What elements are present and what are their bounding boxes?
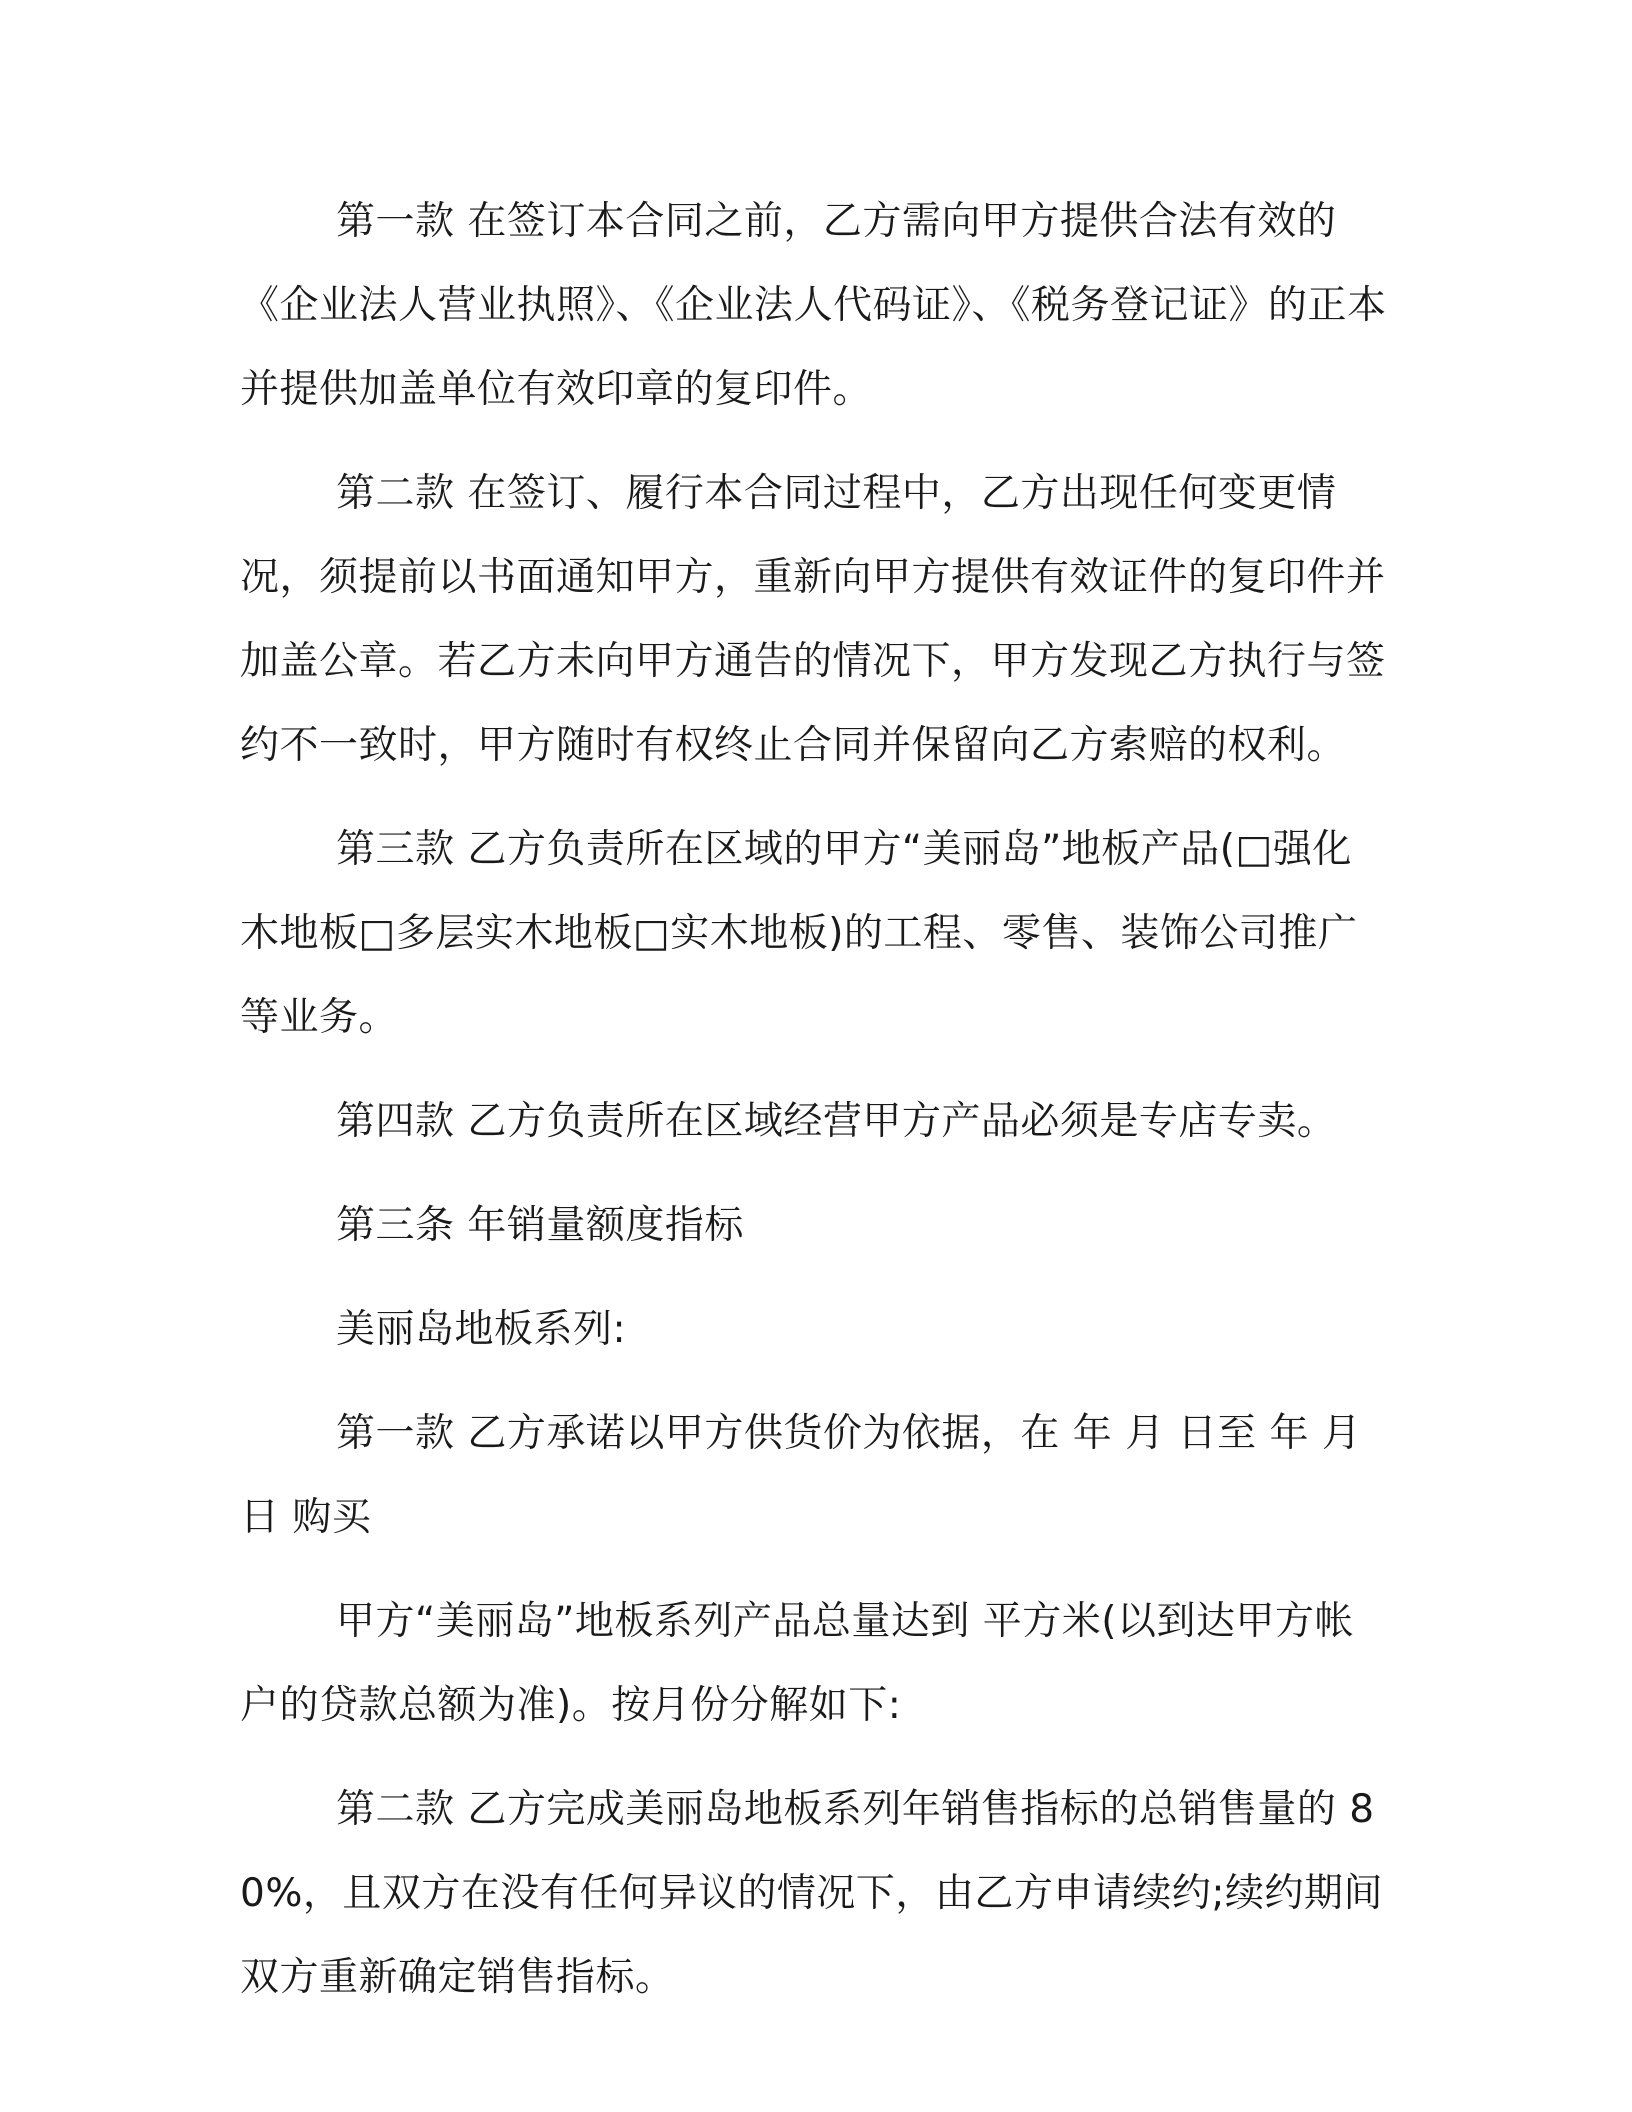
clause-paragraph: 第一款 乙方承诺以甲方供货价为依据，在 年 月 日至 年 月 日 购买 — [240, 1411, 1375, 1540]
document-body — [240, 180, 1390, 2040]
clause-paragraph: 第二款 在签订、履行本合同过程中，乙方出现任何变更情况，须提前以书面通知甲方，重新向甲方提供有效证件的复印件并加盖公章。若乙方未向甲方通告的情况下，甲方发现乙方执行与签约不一致时，甲方随时有权终止合同并保留向乙方索赔的权利。 — [240, 471, 1386, 768]
clause-paragraph: 第三款 乙方负责所在区域的甲方“美丽岛”地板产品(□强化木地板□多层实木地板□实木地板)的工程、零售、装饰公司推广等业务。 — [240, 827, 1358, 1040]
clause-paragraph: 第一款 在签订本合同之前，乙方需向甲方提供合法有效的《企业法人营业执照》、《企业法人代码证》、《税务登记证》的正本并提供加盖单位有效印章的复印件。 — [240, 199, 1387, 412]
clause-paragraph: 第二款 乙方完成美丽岛地板系列年销售指标的总销售量的 80%，且双方在没有任何异议的情况下，由乙方申请续约;续约期间双方重新确定销售指标。 — [240, 1787, 1384, 2000]
clause-paragraph: 甲方“美丽岛”地板系列产品总量达到 平方米(以到达甲方帐户的贷款总额为准)。按月份分解如下: — [240, 1599, 1355, 1728]
clause-paragraph: 第四款 乙方负责所在区域经营甲方产品必须是专店专卖。 — [336, 1099, 1337, 1144]
series-heading: 美丽岛地板系列: — [336, 1307, 627, 1352]
section-heading: 第三条 年销量额度指标 — [336, 1203, 744, 1248]
